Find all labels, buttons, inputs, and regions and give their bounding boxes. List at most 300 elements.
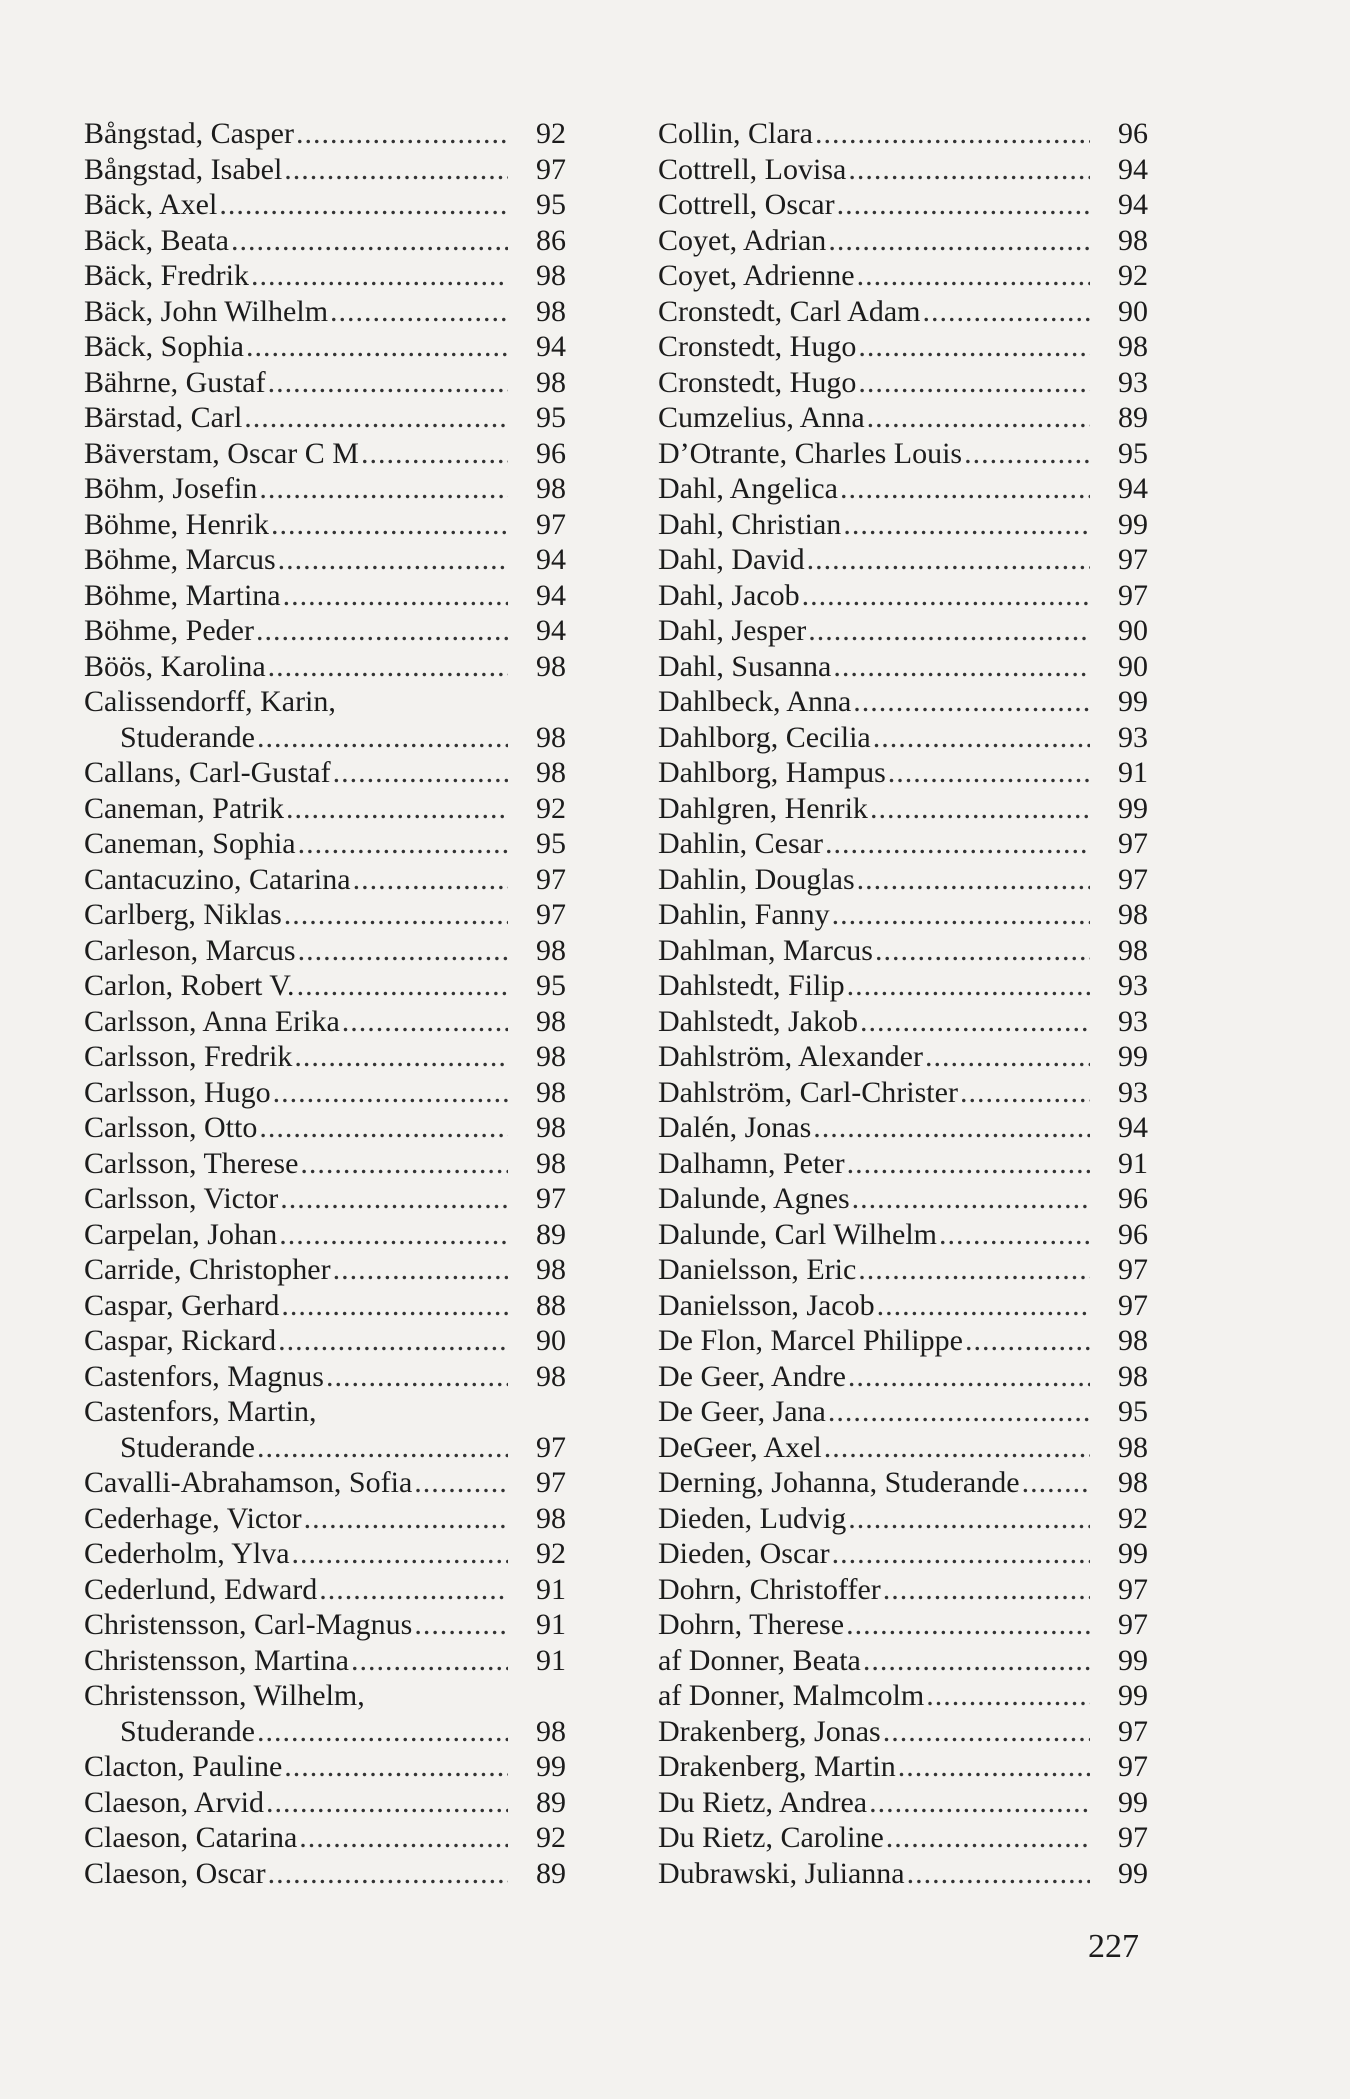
dot-leader [824,1430,1090,1466]
index-entry [84,1430,566,1466]
index-entry [84,542,566,578]
entry-name: Böös, Karolina [84,649,266,683]
entry-name: Bäverstam, Oscar C M [84,436,359,470]
entry-page-number: 92 [1118,259,1148,292]
entry-page-number: 98 [536,756,566,789]
entry-name: Cavalli-Abrahamson, Sofia [84,1466,413,1499]
index-entry [658,1501,1148,1537]
index-entry [84,258,566,294]
entry-name: Studerande [120,1430,255,1464]
entry-name: Carride, Christopher [84,1253,331,1286]
dot-leader [886,1820,1090,1856]
entry-name: Dahlin, Douglas [658,862,855,896]
index-entry [658,507,1148,543]
index-entry [84,649,566,685]
index-entry [84,1501,566,1537]
entry-page-number: 98 [536,294,566,328]
entry-page-number: 95 [536,401,566,434]
entry-page-number: 98 [536,933,566,967]
entry-page-number: 97 [1118,1608,1148,1641]
index-entry [84,1394,566,1430]
dot-leader [284,152,508,188]
entry-page-number: 98 [1118,223,1148,257]
entry-name: Carlsson, Fredrik [84,1040,293,1073]
index-entry [658,1714,1148,1750]
entry-page-number: 99 [1118,791,1148,825]
entry-name: Christensson, Martina [84,1643,349,1677]
dot-leader [898,1749,1090,1785]
entry-name: Dohrn, Christoffer [658,1572,881,1606]
entry-name: Dahlbeck, Anna [658,685,852,718]
dot-leader [853,684,1090,720]
index-entry [658,968,1148,1004]
entry-page-number: 90 [1118,294,1148,328]
index-entry [658,471,1148,507]
entry-page-number: 95 [536,969,566,1002]
entry-page-number: 98 [1118,1466,1148,1499]
entry-name: DeGeer, Axel [658,1430,822,1464]
entry-name: Cantacuzino, Catarina [84,862,351,896]
entry-name: Danielsson, Jacob [658,1288,875,1322]
entry-page-number: 96 [1118,1182,1148,1215]
entry-name: Böhme, Marcus [84,543,276,576]
dot-leader [857,862,1090,898]
index-entry [658,578,1148,614]
entry-page-number: 97 [536,507,566,541]
dot-leader [294,1039,508,1075]
dot-leader [414,1465,508,1501]
index-entry [658,720,1148,756]
entry-name: Carlsson, Hugo [84,1075,271,1109]
index-entry [658,1678,1148,1714]
index-entry [84,755,566,791]
index-entry [84,1004,566,1040]
entry-name: Dahlstedt, Jakob [658,1004,858,1038]
index-entry [84,471,566,507]
dot-leader [281,1288,508,1324]
dot-leader [298,826,508,862]
index-entry [658,258,1148,294]
dot-leader [883,1572,1090,1608]
dot-leader [257,1430,508,1466]
entry-page-number: 94 [536,578,566,612]
index-entry [84,1039,566,1075]
index-column-left [84,116,566,1891]
index-column-right [658,116,1148,1891]
entry-name: Clacton, Pauline [84,1750,283,1783]
dot-leader [858,365,1090,401]
entry-name: Dahl, Jesper [658,614,807,647]
dot-leader [825,826,1090,862]
entry-name: Dieden, Ludvig [658,1501,847,1535]
dot-leader [279,1217,508,1253]
dot-leader [319,1572,508,1608]
index-entry [658,1004,1148,1040]
index-entry [658,1856,1148,1892]
entry-page-number: 93 [1118,1075,1148,1109]
index-entry [658,826,1148,862]
entry-page-number: 95 [1118,436,1148,470]
dot-leader [867,400,1090,436]
index-entry [658,1039,1148,1075]
entry-name: Castenfors, Magnus [84,1359,324,1393]
dot-leader [231,223,508,259]
entry-page-number: 98 [536,1040,566,1073]
entry-page-number: 89 [536,1217,566,1251]
index-entry [84,1359,566,1395]
entry-page-number: 98 [536,1714,566,1748]
dot-leader [907,1856,1090,1892]
dot-leader [922,294,1090,330]
entry-name: Christensson, Wilhelm, [84,1679,365,1712]
index-entry [658,1394,1148,1430]
entry-page-number: 98 [536,720,566,754]
entry-name: Claeson, Arvid [84,1785,264,1819]
index-entry [84,826,566,862]
entry-name: Dubrawski, Julianna [658,1856,905,1890]
entry-name: Bärstad, Carl [84,401,243,434]
entry-name: Carleson, Marcus [84,933,296,967]
index-entry [84,1678,566,1714]
dot-leader [414,1607,508,1643]
dot-leader [869,1785,1090,1821]
entry-name: Dalunde, Carl Wilhelm [658,1217,938,1251]
dot-leader [926,1678,1090,1714]
entry-page-number: 98 [536,1253,566,1286]
entry-page-number: 97 [536,898,566,931]
entry-name: Dieden, Oscar [658,1537,830,1570]
entry-name: Böhm, Josefin [84,472,258,505]
entry-name: Dalén, Jonas [658,1111,812,1144]
entry-page-number: 97 [536,152,566,186]
entry-page-number: 99 [536,1750,566,1783]
index-entry [658,1288,1148,1324]
entry-page-number: 91 [536,1643,566,1677]
dot-leader [353,862,508,898]
entry-name: Caspar, Rickard [84,1324,277,1357]
entry-page-number: 98 [1118,1359,1148,1393]
entry-name: Claeson, Oscar [84,1856,266,1890]
entry-page-number: 92 [536,791,566,825]
entry-name: Cottrell, Lovisa [658,152,847,186]
dot-leader [848,1359,1090,1395]
entry-page-number: 86 [536,223,566,257]
entry-page-number: 98 [536,1004,566,1038]
dot-leader [808,613,1090,649]
entry-page-number: 97 [1118,1572,1148,1606]
index-entry [84,400,566,436]
entry-name: Dahlstedt, Filip [658,969,845,1002]
entry-page-number: 99 [1118,1856,1148,1890]
index-entry [658,897,1148,933]
entry-name: Dahl, Jacob [658,578,800,612]
entry-name: Carlsson, Victor [84,1182,279,1215]
dot-leader [298,933,508,969]
dot-leader [271,507,508,543]
index-entry [658,1749,1148,1785]
entry-page-number: 97 [1118,578,1148,612]
entry-page-number: 97 [1118,543,1148,576]
entry-name: Carlsson, Therese [84,1146,299,1180]
entry-page-number: 89 [536,1785,566,1819]
dot-leader [858,329,1090,365]
entry-page-number: 98 [536,1146,566,1180]
index-entry [658,649,1148,685]
dot-leader [219,187,508,223]
entry-name: Dahl, David [658,543,805,576]
index-entry [658,1181,1148,1217]
entry-name: Bäck, Beata [84,223,229,257]
dot-leader [361,436,508,472]
dot-leader [292,1536,508,1572]
index-entry [84,578,566,614]
entry-name: Dohrn, Therese [658,1608,845,1641]
index-entry [84,329,566,365]
entry-name: Du Rietz, Caroline [658,1821,884,1854]
entry-page-number: 96 [1118,117,1148,150]
entry-page-number: 98 [536,1075,566,1109]
dot-leader [351,1643,508,1679]
dot-leader [858,1252,1090,1288]
entry-name: Cumzelius, Anna [658,401,865,434]
entry-name: Castenfors, Martin, [84,1395,317,1428]
entry-name: Danielsson, Eric [658,1253,857,1286]
dot-leader [828,223,1090,259]
index-entry [658,862,1148,898]
dot-leader [960,1075,1090,1111]
index-entry [658,1607,1148,1643]
index-entry [658,1643,1148,1679]
entry-name: af Donner, Beata [658,1643,861,1677]
entry-name: Derning, Johanna, Studerande [658,1466,1020,1499]
dot-leader [304,1501,508,1537]
entry-page-number: 99 [1118,685,1148,718]
entry-name: Bäck, Sophia [84,330,244,363]
entry-name: Coyet, Adrienne [658,259,855,292]
index-entry [84,116,566,152]
dot-leader [833,649,1090,685]
entry-name: Dahl, Christian [658,507,842,541]
dot-leader [284,897,508,933]
entry-name: Bäck, Fredrik [84,259,249,292]
dot-leader [256,613,508,649]
dot-leader [964,436,1090,472]
dot-leader [870,791,1090,827]
entry-name: af Donner, Malmcolm [658,1679,925,1712]
entry-name: Drakenberg, Jonas [658,1714,881,1748]
dot-leader [848,152,1090,188]
dot-leader [326,1359,508,1395]
entry-name: Dahlman, Marcus [658,933,873,967]
index-entry [658,329,1148,365]
dot-leader [268,365,508,401]
dot-leader [883,1714,1090,1750]
index-entry [658,400,1148,436]
entry-name: Cronstedt, Hugo [658,330,857,363]
index-entry [658,1430,1148,1466]
dot-leader [832,897,1090,933]
entry-name: Bångstad, Casper [84,117,294,150]
entry-page-number: 93 [1118,720,1148,754]
entry-name: Caspar, Gerhard [84,1288,280,1322]
entry-page-number: 96 [536,436,566,470]
index-entry [658,542,1148,578]
dot-leader [847,968,1090,1004]
dot-leader [259,1110,508,1146]
entry-page-number: 94 [536,614,566,647]
entry-name: Carlberg, Niklas [84,898,282,931]
entry-page-number: 98 [536,365,566,399]
index-entry [84,1607,566,1643]
dot-leader [873,720,1090,756]
entry-name: Carpelan, Johan [84,1217,278,1251]
index-entry [658,223,1148,259]
dot-leader [244,400,508,436]
entry-name: Cottrell, Oscar [658,188,835,221]
entry-page-number: 98 [1118,933,1148,967]
entry-page-number: 97 [1118,1288,1148,1322]
entry-name: Dahlin, Fanny [658,898,830,931]
entry-name: De Geer, Andre [658,1359,846,1393]
entry-page-number: 97 [1118,1253,1148,1286]
dot-leader [333,755,508,791]
index-entry [658,365,1148,401]
dot-leader [284,1749,508,1785]
entry-name: Bångstad, Isabel [84,152,283,186]
index-entry [84,1110,566,1146]
index-entry [84,684,566,720]
dot-leader [860,1004,1090,1040]
dot-leader [843,507,1090,543]
entry-page-number: 98 [536,472,566,505]
entry-page-number: 97 [1118,1750,1148,1783]
index-entry [84,1181,566,1217]
entry-name: Dahlgren, Henrik [658,791,868,825]
index-entry [84,187,566,223]
index-entry [84,1749,566,1785]
dot-leader [828,1394,1090,1430]
entry-page-number: 93 [1118,365,1148,399]
entry-name: Christensson, Carl-Magnus [84,1608,413,1641]
entry-page-number: 92 [536,1821,566,1854]
entry-page-number: 98 [1118,1430,1148,1464]
entry-name: Callans, Carl-Gustaf [84,756,331,789]
entry-page-number: 88 [536,1288,566,1322]
dot-leader [297,968,508,1004]
entry-page-number: 98 [536,1359,566,1393]
entry-page-number: 99 [1118,1537,1148,1570]
entry-page-number: 94 [536,330,566,363]
index-entry [658,684,1148,720]
entry-page-number: 98 [536,1111,566,1144]
entry-name: Cronstedt, Hugo [658,365,857,399]
index-entry [84,152,566,188]
index-entry [84,1572,566,1608]
entry-page-number: 97 [536,1466,566,1499]
entry-name: Carlon, Robert V. [84,969,295,1002]
entry-name: Studerande [120,720,255,754]
entry-name: Carlsson, Otto [84,1111,258,1144]
entry-page-number: 99 [1118,1785,1148,1819]
entry-page-number: 98 [1118,1324,1148,1357]
dot-leader [273,1075,508,1111]
entry-page-number: 97 [536,1430,566,1464]
dot-leader [875,933,1090,969]
index-entry [84,968,566,1004]
entry-name: Dahlström, Alexander [658,1040,923,1073]
entry-page-number: 94 [1118,1111,1148,1144]
index-entry [658,1252,1148,1288]
entry-page-number: 97 [1118,827,1148,860]
index-entry [658,1075,1148,1111]
entry-page-number: 98 [536,1501,566,1535]
dot-leader [857,258,1090,294]
entry-page-number: 93 [1118,969,1148,1002]
dot-leader [840,471,1090,507]
index-entry [84,1288,566,1324]
index-entry [658,1146,1148,1182]
dot-leader [257,720,508,756]
entry-page-number: 97 [1118,1714,1148,1748]
entry-page-number: 89 [536,1856,566,1890]
index-entry [84,1146,566,1182]
dot-leader [965,1323,1090,1359]
entry-page-number: 98 [536,649,566,683]
entry-page-number: 90 [1118,614,1148,647]
dot-leader [257,1714,508,1750]
dot-leader [802,578,1090,614]
index-entry [84,365,566,401]
entry-name: Böhme, Henrik [84,507,269,541]
index-entry [658,152,1148,188]
entry-name: Caneman, Sophia [84,827,296,860]
entry-name: Claeson, Catarina [84,1821,298,1854]
dot-leader [848,1501,1090,1537]
index-entry [84,1643,566,1679]
dot-leader [330,294,508,330]
entry-page-number: 92 [536,117,566,150]
entry-page-number: 97 [1118,862,1148,896]
entry-name: D’Otrante, Charles Louis [658,436,963,470]
dot-leader [807,542,1090,578]
index-entry [84,1714,566,1750]
index-entry [658,1785,1148,1821]
entry-name: Böhme, Peder [84,614,254,647]
index-entry [658,116,1148,152]
index-entry [84,436,566,472]
entry-page-number: 99 [1118,1040,1148,1073]
index-entry [658,791,1148,827]
index-entry [658,1536,1148,1572]
entry-name: Bährne, Gustaf [84,365,266,399]
index-entry [84,294,566,330]
dot-leader [280,1181,508,1217]
entry-page-number: 94 [1118,152,1148,186]
entry-page-number: 91 [536,1572,566,1606]
index-entry [658,436,1148,472]
entry-name: Cederlund, Edward [84,1572,318,1606]
dot-leader [852,1181,1090,1217]
dot-leader [246,329,508,365]
entry-name: Dalunde, Agnes [658,1182,850,1215]
dot-leader [251,258,508,294]
index-entry [84,223,566,259]
index-entry [84,507,566,543]
index-entry [84,1536,566,1572]
index-entry [84,1856,566,1892]
entry-name: Collin, Clara [658,117,813,150]
entry-page-number: 89 [1118,401,1148,434]
